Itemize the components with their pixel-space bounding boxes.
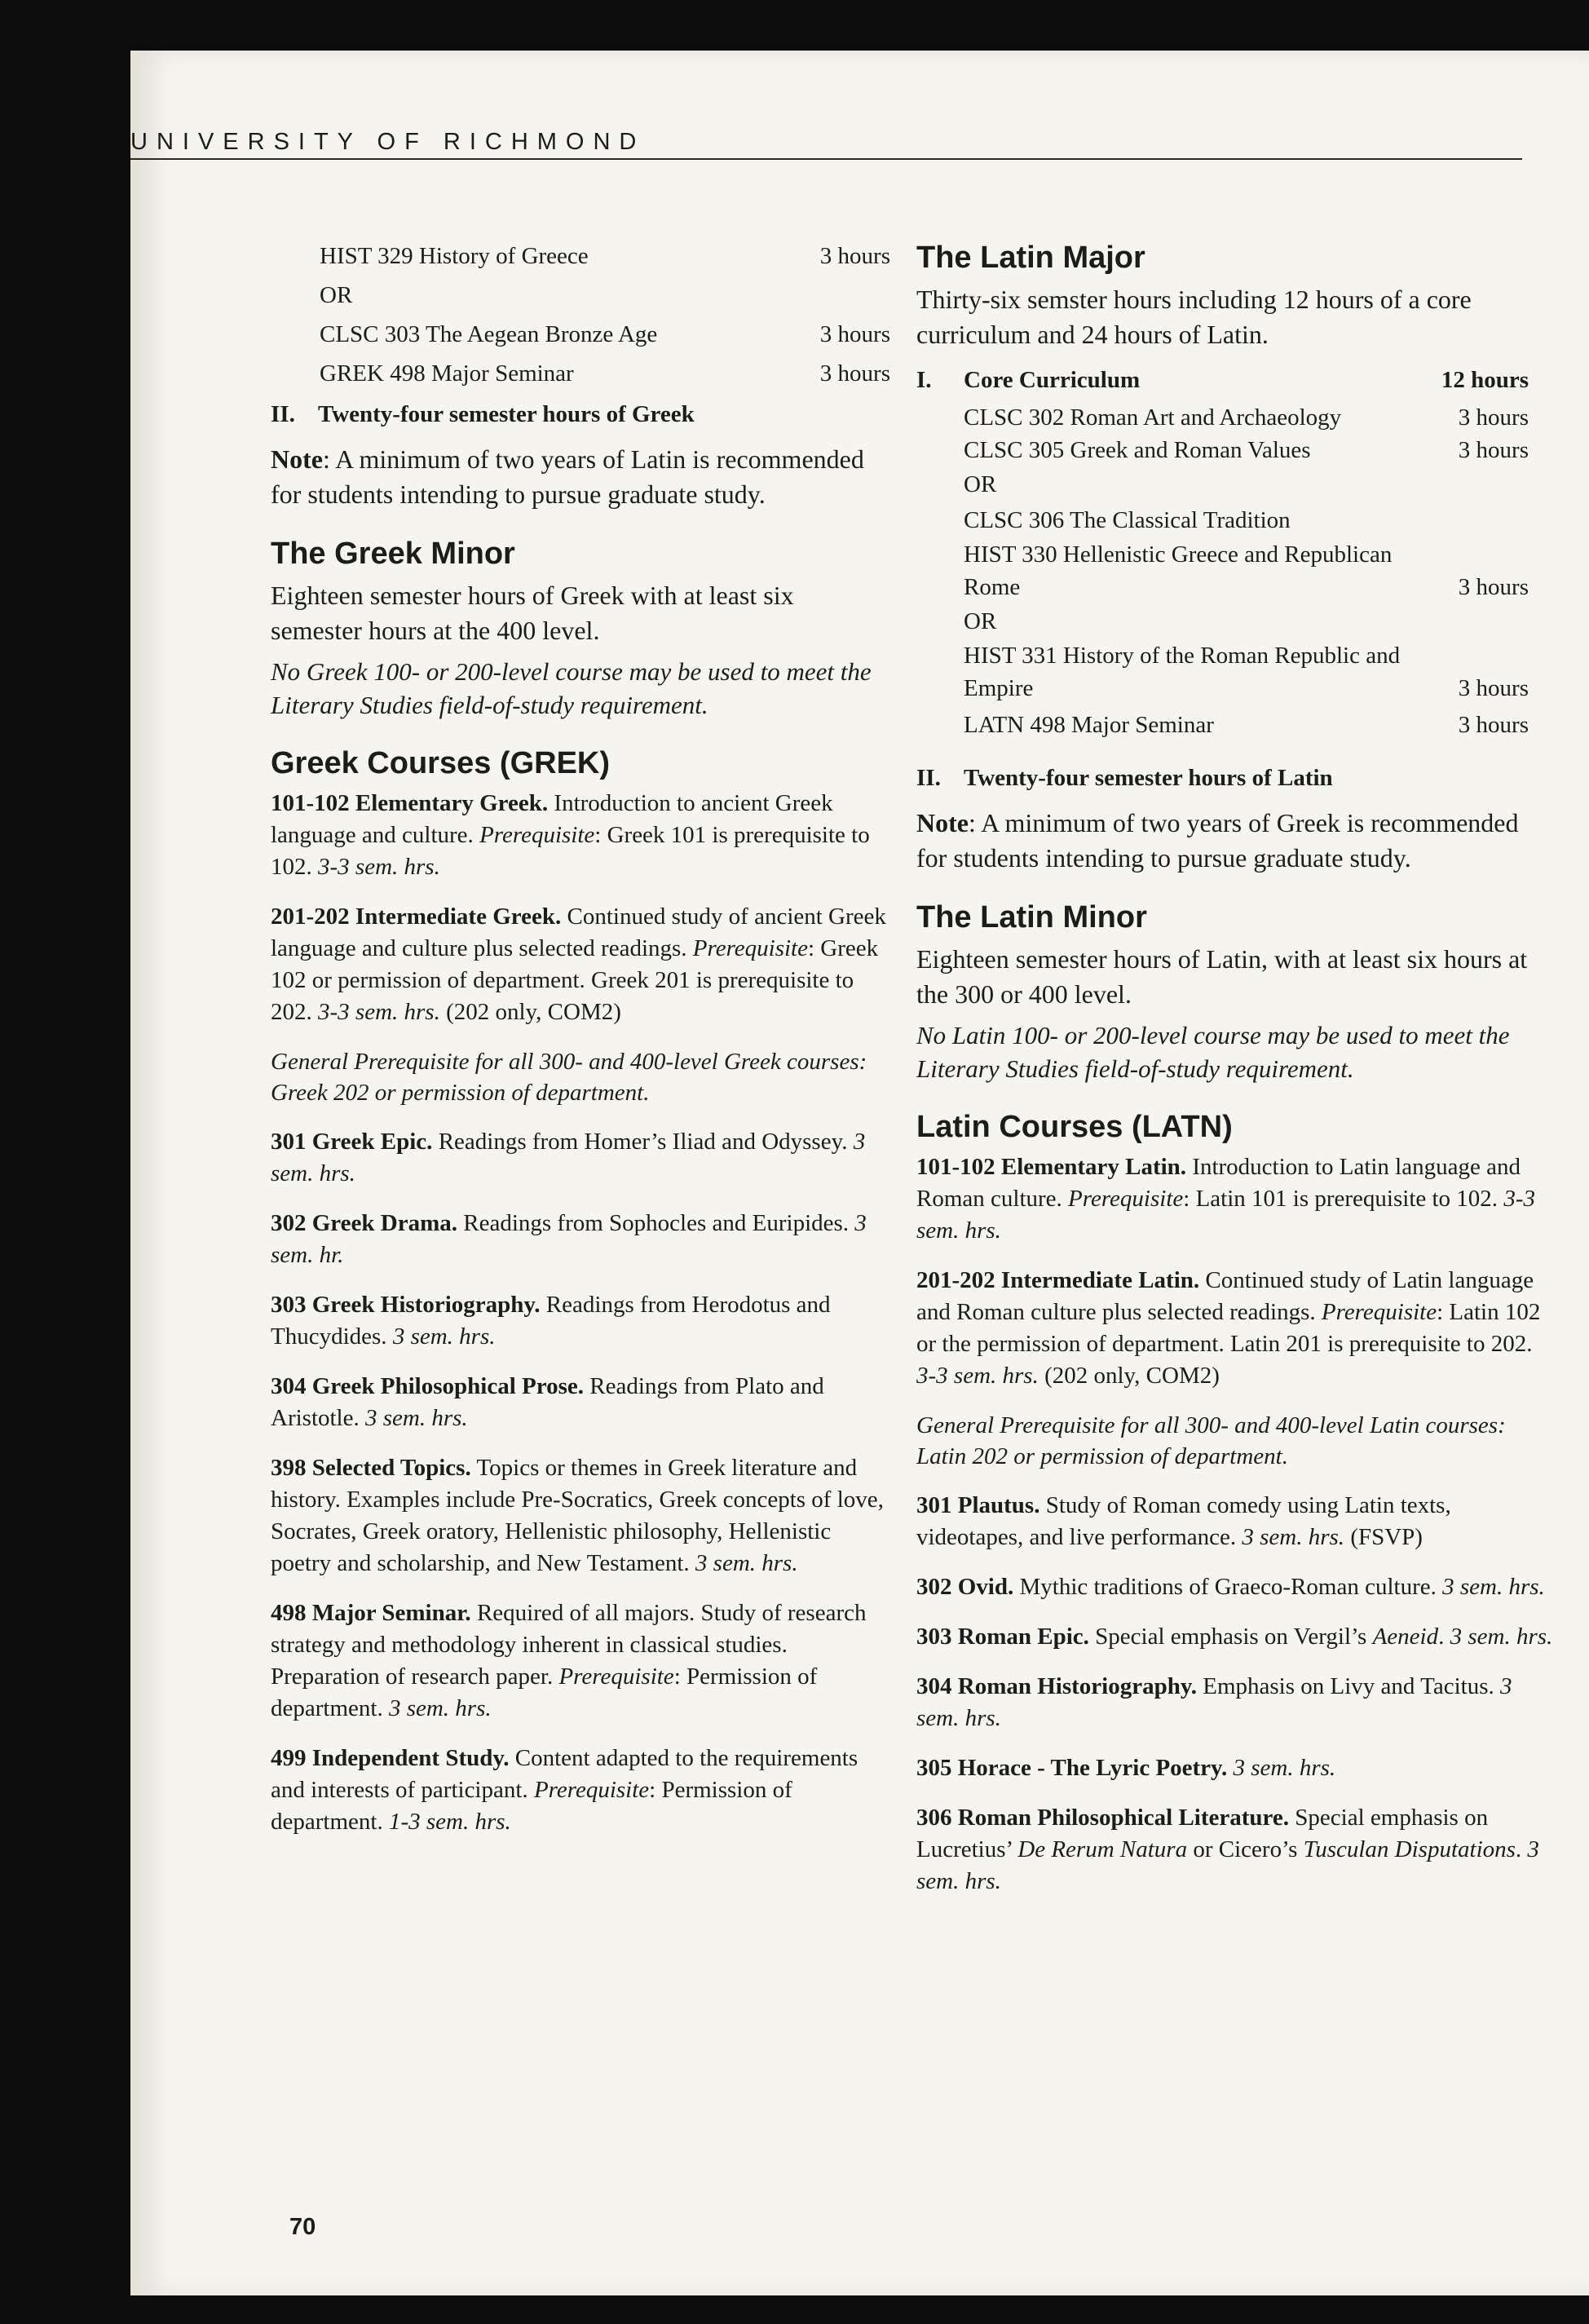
note-paragraph: Note: A minimum of two years of Greek is recommended for students intending to pursue graduate study. bbox=[916, 808, 1519, 873]
general-prerequisite: General Prerequisite for all 300- and 400-level Greek courses: Greek 202 or permission of department. bbox=[271, 1049, 867, 1106]
course-entry: 499 Independent Study. Content adapted to the requirements and interests of participant. Prerequisite: Permission of department. 1-3 sem. hrs. bbox=[271, 1745, 859, 1835]
course-list-row: HIST 331 History of the Roman Republic and Empire 3 hours bbox=[964, 643, 1529, 701]
latin-major-body: Thirty-six semster hours including 12 hours of a core curriculum and 24 hours of Latin. bbox=[916, 285, 1472, 349]
left-column bbox=[271, 236, 890, 1838]
section-heading: II. Twenty-four semester hours of Latin bbox=[916, 765, 1333, 791]
course-entry: 302 Ovid. Mythic traditions of Graeco-Roman culture. 3 sem. hrs. bbox=[916, 1574, 1545, 1600]
greek-minor-body: Eighteen semester hours of Greek with at least six semester hours at the 400 level. bbox=[271, 581, 794, 645]
greek-major-core-list bbox=[271, 236, 890, 393]
note-paragraph: Note: A minimum of two years of Latin is recommended for students intending to pursue graduate study. bbox=[271, 444, 864, 509]
latin-minor-note: No Latin 100- or 200-level course may be used to meet the Literary Studies field-of-study requirement. bbox=[916, 1021, 1510, 1083]
course-entry: 303 Greek Historiography. Readings from Herodotus and Thucydides. 3 sem. hrs. bbox=[271, 1292, 831, 1350]
right-column bbox=[916, 241, 1553, 1898]
course-entry: 498 Major Seminar. Required of all majors. Study of research strategy and methodology inherent in classical studies. Preparation of research paper. Prerequisite: Permission of department. 3 sem. hrs. bbox=[271, 1600, 867, 1721]
course-list-row: LATN 498 Major Seminar 3 hours bbox=[964, 712, 1529, 738]
course-list-row: GREK 498 Major Seminar 3 hours bbox=[320, 360, 890, 387]
latin-minor-body: Eighteen semester hours of Latin, with at least six hours at the 300 or 400 level. bbox=[916, 944, 1528, 1009]
course-list-row: CLSC 305 Greek and Roman Values 3 hours bbox=[964, 437, 1529, 463]
course-list-row: OR bbox=[964, 471, 997, 497]
course-entry: 304 Roman Historiography. Emphasis on Livy and Tacitus. 3 sem. hrs. bbox=[916, 1673, 1512, 1731]
latin-major-title: The Latin Major bbox=[916, 241, 1145, 275]
course-entry: 304 Greek Philosophical Prose. Readings from Plato and Aristotle. 3 sem. hrs. bbox=[271, 1373, 824, 1431]
course-entry: 201-202 Intermediate Greek. Continued study of ancient Greek language and culture plus selected readings. Prerequisite: Greek 102 or permission of department. Greek 201 is prerequisite to 202. 3-3 sem. hrs. (202 only, COM2) bbox=[271, 904, 886, 1025]
course-entry: 303 Roman Epic. Special emphasis on Vergil’s Aeneid. 3 sem. hrs. bbox=[916, 1624, 1553, 1650]
course-entry: 306 Roman Philosophical Literature. Special emphasis on Lucretius’ De Rerum Natura or Cicero’s Tusculan Disputations. 3 sem. hrs. bbox=[916, 1805, 1539, 1894]
latin-courses-title: Latin Courses (LATN) bbox=[916, 1110, 1233, 1144]
course-list-row: HIST 330 Hellenistic Greece and Republican Rome 3 hours bbox=[964, 541, 1529, 600]
course-list-row: HIST 329 History of Greece 3 hours bbox=[320, 243, 890, 269]
course-entry: 302 Greek Drama. Readings from Sophocles and Euripides. 3 sem. hr. bbox=[271, 1210, 867, 1268]
course-entry: 201-202 Intermediate Latin. Continued study of Latin language and Roman culture plus selected readings. Prerequisite: Latin 102 or the permission of department. Latin 201 is prerequisite to 202. 3-3 sem. hrs. (202 only, COM2) bbox=[916, 1267, 1541, 1389]
header-title: UNIVERSITY OF RICHMOND bbox=[130, 129, 646, 155]
course-entry: 101-102 Elementary Latin. Introduction to Latin language and Roman culture. Prerequisite: Latin 101 is prerequisite to 102. 3-3 sem. hrs. bbox=[916, 1154, 1535, 1244]
section-heading: I. Core Curriculum 12 hours bbox=[916, 367, 1529, 393]
course-list-row: OR bbox=[964, 608, 997, 634]
course-list-row: OR bbox=[320, 282, 353, 308]
course-entry: 301 Plautus. Study of Roman comedy using Latin texts, videotapes, and live performance. 3 sem. hrs. (FSVP) bbox=[916, 1492, 1451, 1550]
course-entry: 305 Horace - The Lyric Poetry. 3 sem. hrs. bbox=[916, 1755, 1336, 1781]
page-number: 70 bbox=[289, 2214, 316, 2240]
general-prerequisite: General Prerequisite for all 300- and 400-level Latin courses: Latin 202 or permission of department. bbox=[916, 1412, 1506, 1469]
header-rule bbox=[130, 158, 1522, 160]
course-entry: 301 Greek Epic. Readings from Homer’s Iliad and Odyssey. 3 sem. hrs. bbox=[271, 1129, 866, 1186]
page-header bbox=[130, 82, 1522, 160]
latin-minor-title: The Latin Minor bbox=[916, 900, 1147, 934]
greek-minor-title: The Greek Minor bbox=[271, 537, 515, 571]
course-list-row: CLSC 306 The Classical Tradition bbox=[964, 507, 1291, 533]
latin-core-list bbox=[916, 401, 1553, 745]
section-heading: II. Twenty-four semester hours of Greek bbox=[271, 401, 695, 427]
greek-minor-note: No Greek 100- or 200-level course may be used to meet the Literary Studies field-of-study requirement. bbox=[271, 657, 872, 719]
greek-courses-title: Greek Courses (GREK) bbox=[271, 746, 611, 780]
course-entry: 398 Selected Topics. Topics or themes in Greek literature and history. Examples include Pre-Socratics, Greek concepts of love, Socrates, Greek oratory, Hellenistic philosophy, Hellenistic poetry and scholarship, and New Testament. 3 sem. hrs. bbox=[271, 1455, 884, 1576]
course-list-row: CLSC 302 Roman Art and Archaeology 3 hours bbox=[964, 404, 1529, 431]
course-list-row: CLSC 303 The Aegean Bronze Age 3 hours bbox=[320, 321, 890, 347]
course-entry: 101-102 Elementary Greek. Introduction to ancient Greek language and culture. Prerequisite: Greek 101 is prerequisite to 102. 3-3 sem. hrs. bbox=[271, 790, 870, 880]
